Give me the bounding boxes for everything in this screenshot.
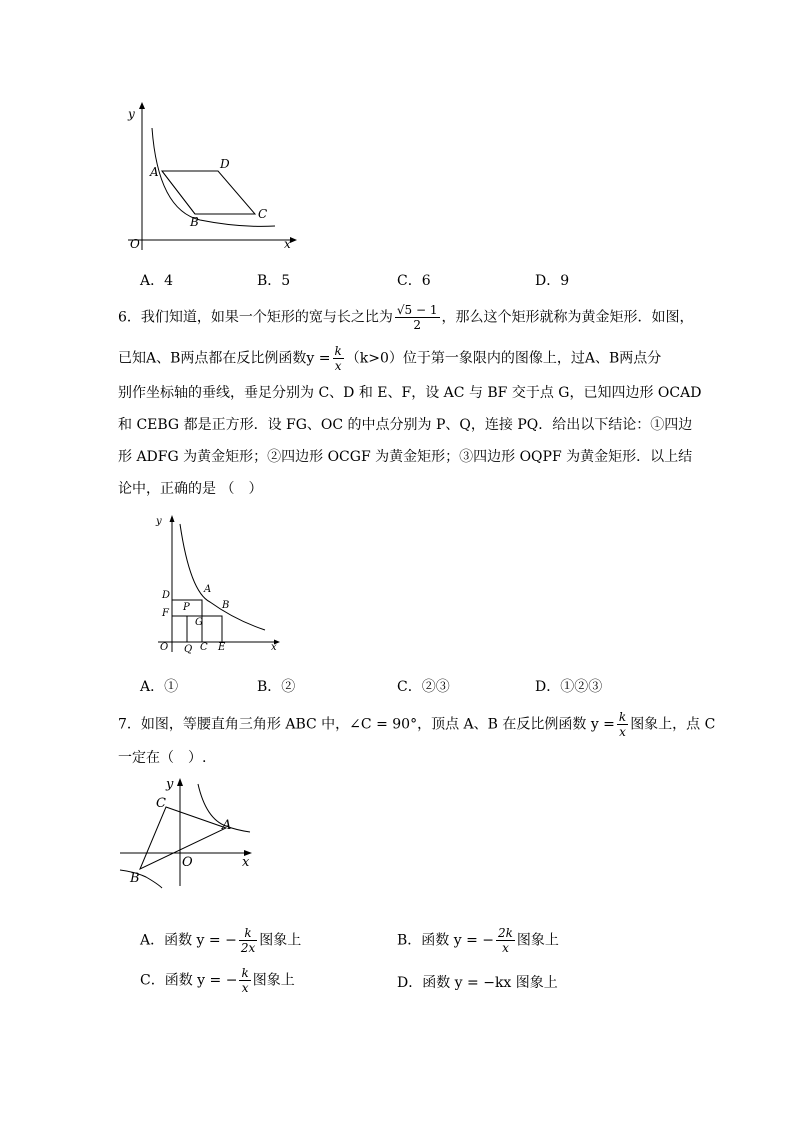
- q7-option-c[interactable]: C．函数 y = − $\frac{k}{x}$ 图象上: [140, 966, 295, 995]
- fig6-label-p: P: [183, 602, 190, 613]
- fig5-label-x: x: [284, 237, 291, 251]
- fig6-label-e: E: [218, 642, 226, 653]
- fig5-label-c: C: [258, 207, 268, 221]
- fig7-label-c: C: [156, 796, 166, 811]
- fig6-label-b: B: [222, 600, 230, 611]
- figure-q7: [118, 774, 258, 889]
- q7-line-2: 一定在（ ）.: [118, 750, 207, 766]
- q7-line-1: 7．如图，等腰直角三角形 ABC 中，∠C = 90°，顶点 A、B 在反比例函数 y = $\frac{k}{x}$ 图象上，点 C: [118, 710, 716, 739]
- fig7-label-y: y: [166, 777, 174, 792]
- q6-fraction-kx: $\frac{k}{x}$: [334, 344, 342, 373]
- fig6-label-g: G: [195, 617, 203, 628]
- q6-line-5: 形 ADFG 为黄金矩形；②四边形 OCGF 为黄金矩形；③四边形 OQPF 为黄金矩形．以上结: [118, 449, 693, 465]
- fig7-label-o: O: [182, 855, 193, 870]
- fig6-label-a: A: [204, 584, 212, 595]
- fig5-label-d: D: [220, 157, 230, 171]
- q5-option-d[interactable]: D．9: [535, 273, 570, 289]
- q6-option-c[interactable]: C．②③: [397, 679, 450, 695]
- q6-option-b[interactable]: B．②: [257, 679, 296, 695]
- fig6-label-d: D: [162, 590, 171, 601]
- q7-fraction-kx: $\frac{k}{x}$: [618, 710, 627, 739]
- fig6-label-y: y: [156, 516, 162, 527]
- fig6-label-q: Q: [184, 644, 193, 655]
- fig5-label-a: A: [150, 165, 159, 179]
- q6-line-4: 和 CEBG 都是正方形．设 FG、OC 的中点分别为 P、Q，连接 PQ．给出以下结论：①四边: [118, 417, 693, 433]
- q7-option-b[interactable]: B．函数 y = − $\frac{2k}{x}$ 图象上: [397, 926, 559, 955]
- q6-line-3: 别作坐标轴的垂线，垂足分别为 C、D 和 E、F，设 AC 与 BF 交于点 G，已知四边形 OCAD: [118, 385, 702, 401]
- figure-q6: [150, 512, 285, 657]
- fig5-label-y: y: [128, 107, 135, 121]
- fig6-label-c: C: [200, 642, 208, 653]
- q6-line-1: 6．我们知道，如果一个矩形的宽与长之比为 $\frac{√5 - 1}{2}$ ，那么这个矩形就称为黄金矩形．如图，: [118, 303, 694, 332]
- q7-option-a[interactable]: A．函数 y = − $\frac{k}{2x}$ 图象上: [140, 926, 302, 955]
- fig6-label-o: O: [160, 642, 169, 653]
- fig7-label-x: x: [242, 855, 250, 870]
- q6-line-6: 论中，正确的是 （ ）: [118, 481, 263, 497]
- q6-line-2: 已知A、B两点都在反比例函数y = $\frac{k}{x}$ （k>0）位于第一象限内的图像上，过A、B两点分: [118, 344, 662, 373]
- q5-option-a[interactable]: A．4: [140, 273, 174, 289]
- q5-option-b[interactable]: B．5: [257, 273, 291, 289]
- q6-fraction-golden: $\frac{√5 - 1}{2}$: [396, 303, 438, 332]
- fig7-label-a: A: [222, 818, 232, 833]
- q5-option-c[interactable]: C．6: [397, 273, 431, 289]
- fig5-label-o: O: [130, 237, 140, 251]
- fig7-label-b: B: [130, 871, 140, 886]
- fig5-label-b: B: [190, 215, 199, 229]
- figure-q5: [110, 100, 300, 255]
- q7-option-d[interactable]: D．函数 y = −kx 图象上: [397, 975, 558, 991]
- fig6-label-f: F: [162, 608, 169, 619]
- fig6-label-x: x: [271, 642, 277, 653]
- q6-option-a[interactable]: A．①: [140, 679, 179, 695]
- q6-option-d[interactable]: D．①②③: [535, 679, 603, 695]
